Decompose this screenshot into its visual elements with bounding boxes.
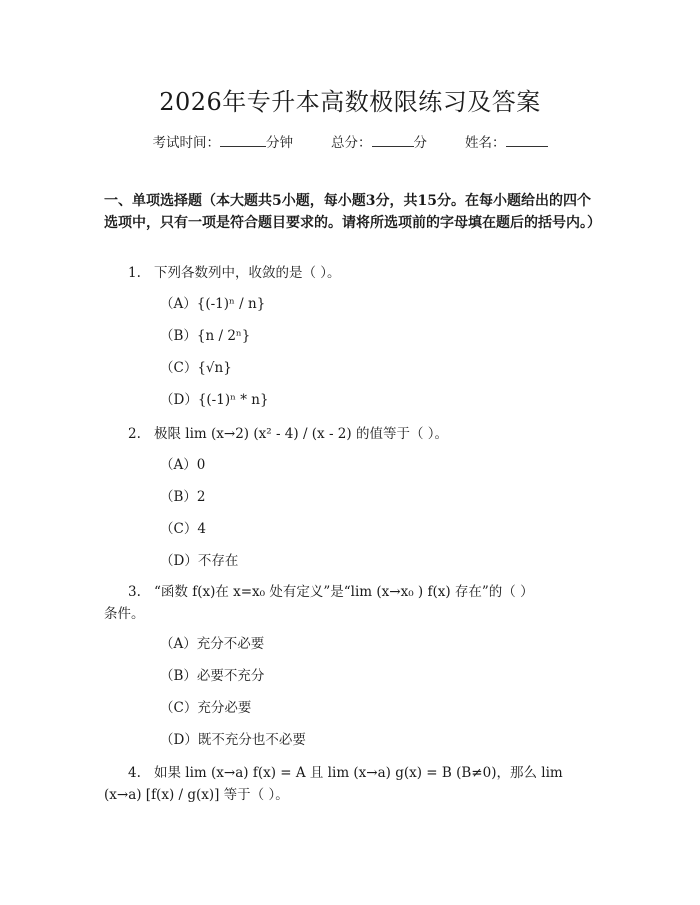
score-label: 总分： <box>331 135 372 151</box>
question-stem-line1: “函数 f(x)在 x=x₀ 处有定义”是“lim (x→x₀ ) f(x) 存在”的（ ） <box>154 584 534 600</box>
exam-meta <box>0 131 700 151</box>
q2-option-b: （B）2 <box>160 489 206 505</box>
name-blank[interactable] <box>506 132 548 147</box>
page-title: 2026年专升本高数极限练习及答案 <box>159 88 541 116</box>
question-stem: 极限 lim (x→2) (x² - 4) / (x - 2) 的值等于（ ）。 <box>154 426 448 442</box>
q1-option-a: （A）{(-1)ⁿ / n} <box>160 296 266 312</box>
question-4 <box>104 762 600 784</box>
time-label: 考试时间： <box>152 135 220 151</box>
q1-option-b: （B）{n / 2ⁿ} <box>160 328 251 344</box>
q2-option-a: （A）0 <box>160 457 206 473</box>
question-3 <box>104 581 600 603</box>
question-number: 1. <box>128 265 141 281</box>
question-number: 4. <box>128 765 141 781</box>
question-4-cont: (x→a) [f(x) / g(x)] 等于（ ）。 <box>104 787 289 803</box>
section-heading: 一、单项选择题（本大题共5小题，每小题3分，共15分。在每小题给出的四个选项中，只有一项是符合题目要求的。请将所选项前的字母填在题后的括号内。） <box>104 193 601 231</box>
q1-option-c: （C）{√n} <box>160 360 232 376</box>
score-blank[interactable] <box>372 132 414 147</box>
student-name <box>465 131 548 151</box>
question-stem-line1: 如果 lim (x→a) f(x) = A 且 lim (x→a) g(x) = B (B≠0)，那么 lim <box>154 765 563 781</box>
q3-option-b: （B）必要不充分 <box>160 668 265 684</box>
time-blank[interactable] <box>220 132 266 147</box>
exam-time <box>153 131 294 151</box>
q3-option-d: （D）既不充分也不必要 <box>160 732 306 748</box>
question-stem: 下列各数列中，收敛的是（ ）。 <box>154 265 341 281</box>
q1-option-d: （D）{(-1)ⁿ * n} <box>160 392 269 408</box>
q3-option-a: （A）充分不必要 <box>160 636 265 652</box>
question-3-cont: 条件。 <box>104 606 145 622</box>
total-score <box>331 131 427 151</box>
question-2 <box>104 423 600 445</box>
time-unit: 分钟 <box>266 135 293 151</box>
name-label: 姓名： <box>465 135 506 151</box>
q2-option-c: （C）4 <box>160 521 206 537</box>
q3-option-c: （C）充分必要 <box>160 700 252 716</box>
question-number: 2. <box>128 426 141 442</box>
question-number: 3. <box>128 584 141 600</box>
score-unit: 分 <box>413 135 427 151</box>
question-1 <box>104 262 600 284</box>
q2-option-d: （D）不存在 <box>160 553 239 569</box>
